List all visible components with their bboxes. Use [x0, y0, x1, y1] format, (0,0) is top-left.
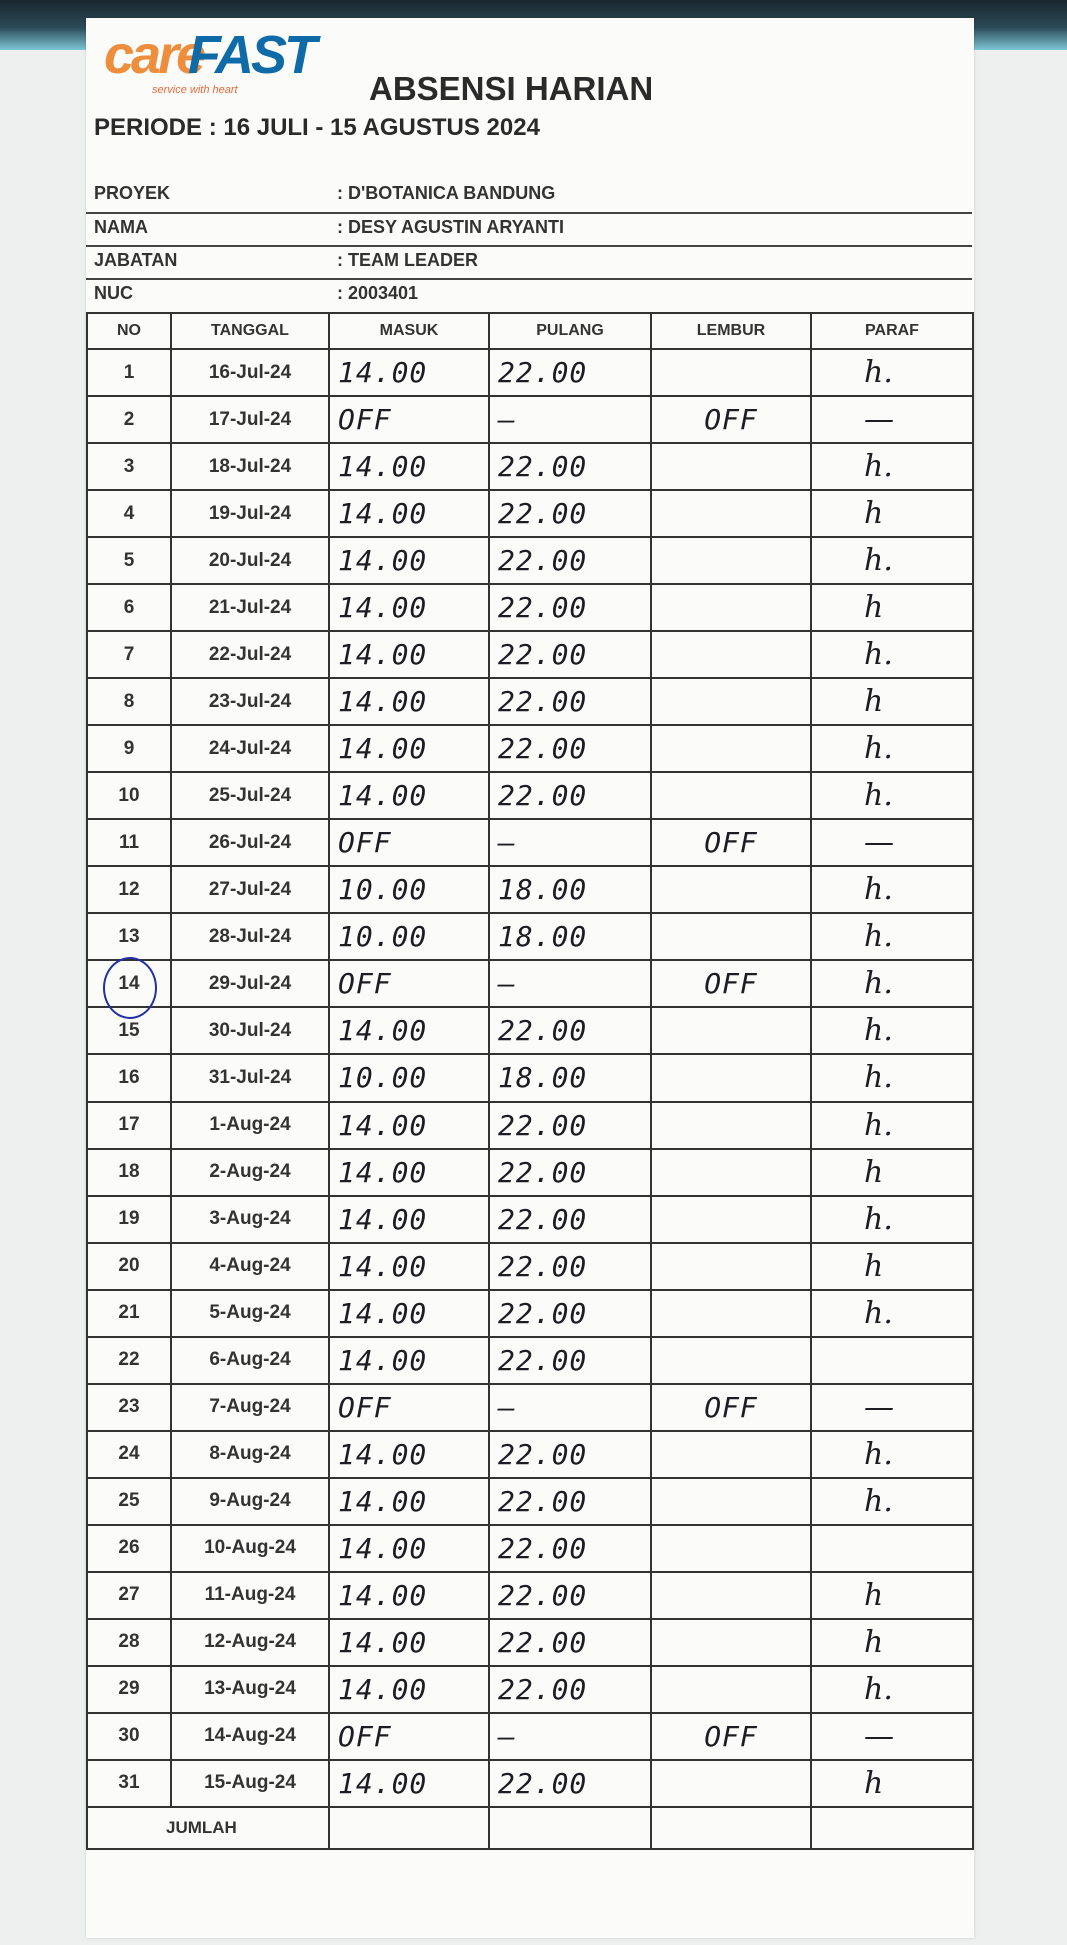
row-no: 12: [87, 866, 171, 913]
divider: [86, 212, 972, 214]
row-no: 17: [87, 1102, 171, 1149]
logo-tagline: service with heart: [152, 84, 238, 96]
row-paraf-signature: —: [811, 1384, 973, 1431]
row-tanggal: 8-Aug-24: [171, 1431, 329, 1478]
row-no: 2: [87, 396, 171, 443]
row-paraf-signature: h.: [811, 725, 973, 772]
row-masuk: OFF: [329, 396, 489, 443]
row-lembur: [651, 1007, 811, 1054]
row-masuk: 10.00: [329, 913, 489, 960]
row-pulang: 22.00: [489, 1478, 651, 1525]
jumlah-label: JUMLAH: [87, 1807, 329, 1849]
row-masuk: 14.00: [329, 1525, 489, 1572]
row-masuk: 14.00: [329, 1337, 489, 1384]
row-pulang: 22.00: [489, 1760, 651, 1807]
row-masuk: 14.00: [329, 490, 489, 537]
row-no: 24: [87, 1431, 171, 1478]
row-pulang: 18.00: [489, 1054, 651, 1101]
row-no: 4: [87, 490, 171, 537]
row-paraf-signature: h: [811, 1619, 973, 1666]
row-paraf-signature: h.: [811, 631, 973, 678]
row-pulang: 22.00: [489, 1290, 651, 1337]
row-no: 14: [87, 960, 171, 1007]
row-paraf-signature: h.: [811, 1666, 973, 1713]
pen-circle-mark: [103, 957, 157, 1019]
row-paraf-signature: h.: [811, 1196, 973, 1243]
row-pulang: 22.00: [489, 349, 651, 396]
row-no: 23: [87, 1384, 171, 1431]
row-no: 30: [87, 1713, 171, 1760]
table-row: [87, 490, 973, 537]
row-masuk: 14.00: [329, 1431, 489, 1478]
row-paraf-signature: —: [811, 1713, 973, 1760]
row-no: 8: [87, 678, 171, 725]
row-pulang: 22.00: [489, 1431, 651, 1478]
nuc-label: NUC: [94, 283, 133, 303]
row-no: 9: [87, 725, 171, 772]
row-tanggal: 28-Jul-24: [171, 913, 329, 960]
row-tanggal: 16-Jul-24: [171, 349, 329, 396]
row-pulang: 22.00: [489, 1572, 651, 1619]
row-paraf-signature: h: [811, 1572, 973, 1619]
row-paraf-signature: h.: [811, 1431, 973, 1478]
row-lembur: [651, 725, 811, 772]
table-row: [87, 1102, 973, 1149]
table-row: [87, 1196, 973, 1243]
row-paraf-signature: [811, 1337, 973, 1384]
row-no: 28: [87, 1619, 171, 1666]
table-row: [87, 631, 973, 678]
row-pulang: 18.00: [489, 866, 651, 913]
row-pulang: 22.00: [489, 772, 651, 819]
row-paraf-signature: h: [811, 584, 973, 631]
table-row: [87, 1149, 973, 1196]
row-no: 22: [87, 1337, 171, 1384]
page-title: ABSENSI HARIAN: [369, 70, 654, 107]
table-row: [87, 396, 973, 443]
row-lembur: [651, 1054, 811, 1101]
row-tanggal: 29-Jul-24: [171, 960, 329, 1007]
row-pulang: —: [489, 1713, 651, 1760]
total-row: [87, 1807, 973, 1849]
row-paraf-signature: h: [811, 490, 973, 537]
row-tanggal: 30-Jul-24: [171, 1007, 329, 1054]
table-row: [87, 443, 973, 490]
row-lembur: [651, 1149, 811, 1196]
row-tanggal: 2-Aug-24: [171, 1149, 329, 1196]
row-pulang: 22.00: [489, 678, 651, 725]
table-row: [87, 1290, 973, 1337]
row-pulang: 22.00: [489, 1007, 651, 1054]
col-header-pulang: PULANG: [489, 313, 651, 349]
total-paraf-cell: [811, 1807, 973, 1849]
row-tanggal: 15-Aug-24: [171, 1760, 329, 1807]
table-row: [87, 1666, 973, 1713]
row-masuk: 14.00: [329, 349, 489, 396]
row-masuk: 14.00: [329, 1760, 489, 1807]
row-tanggal: 19-Jul-24: [171, 490, 329, 537]
row-masuk: 14.00: [329, 584, 489, 631]
table-row: [87, 1431, 973, 1478]
row-pulang: —: [489, 396, 651, 443]
row-masuk: OFF: [329, 960, 489, 1007]
total-lembur-cell: [651, 1807, 811, 1849]
table-row: [87, 1713, 973, 1760]
row-masuk: 14.00: [329, 1149, 489, 1196]
row-lembur: [651, 443, 811, 490]
row-tanggal: 14-Aug-24: [171, 1713, 329, 1760]
row-paraf-signature: h.: [811, 1290, 973, 1337]
row-lembur: [651, 1337, 811, 1384]
row-paraf-signature: h.: [811, 1102, 973, 1149]
table-row: [87, 1054, 973, 1101]
row-pulang: 22.00: [489, 1337, 651, 1384]
table-header-row: [87, 313, 973, 349]
row-masuk: OFF: [329, 1713, 489, 1760]
row-masuk: OFF: [329, 1384, 489, 1431]
row-tanggal: 26-Jul-24: [171, 819, 329, 866]
row-tanggal: 18-Jul-24: [171, 443, 329, 490]
row-pulang: —: [489, 960, 651, 1007]
row-paraf-signature: h.: [811, 1478, 973, 1525]
row-pulang: —: [489, 1384, 651, 1431]
row-no: 10: [87, 772, 171, 819]
row-no: 21: [87, 1290, 171, 1337]
jabatan-label: JABATAN: [94, 250, 178, 270]
row-pulang: 22.00: [489, 1243, 651, 1290]
row-paraf-signature: h: [811, 1149, 973, 1196]
row-lembur: [651, 1478, 811, 1525]
row-pulang: 22.00: [489, 584, 651, 631]
row-no: 6: [87, 584, 171, 631]
row-lembur: OFF: [651, 1713, 811, 1760]
row-masuk: 14.00: [329, 678, 489, 725]
row-paraf-signature: h.: [811, 443, 973, 490]
row-no: 27: [87, 1572, 171, 1619]
table-row: [87, 1007, 973, 1054]
row-masuk: 10.00: [329, 1054, 489, 1101]
row-tanggal: 9-Aug-24: [171, 1478, 329, 1525]
nuc-value: : 2003401: [337, 283, 419, 303]
row-lembur: [651, 1196, 811, 1243]
row-pulang: 18.00: [489, 913, 651, 960]
attendance-table: [86, 312, 974, 1850]
row-paraf-signature: h.: [811, 1054, 973, 1101]
jabatan-value: : TEAM LEADER: [337, 250, 478, 270]
row-pulang: 22.00: [489, 1196, 651, 1243]
row-no: 1: [87, 349, 171, 396]
row-no: 5: [87, 537, 171, 584]
row-paraf-signature: [811, 1525, 973, 1572]
row-tanggal: 21-Jul-24: [171, 584, 329, 631]
row-pulang: 22.00: [489, 1102, 651, 1149]
row-tanggal: 13-Aug-24: [171, 1666, 329, 1713]
row-no: 25: [87, 1478, 171, 1525]
row-lembur: OFF: [651, 960, 811, 1007]
row-paraf-signature: h.: [811, 960, 973, 1007]
row-no: 13: [87, 913, 171, 960]
row-tanggal: 7-Aug-24: [171, 1384, 329, 1431]
nama-value: : DESY AGUSTIN ARYANTI: [337, 217, 565, 237]
row-masuk: 14.00: [329, 1666, 489, 1713]
row-lembur: [651, 1431, 811, 1478]
table-row: [87, 678, 973, 725]
table-row: [87, 1525, 973, 1572]
table-row: [87, 866, 973, 913]
row-lembur: [651, 913, 811, 960]
row-tanggal: 4-Aug-24: [171, 1243, 329, 1290]
row-lembur: [651, 1619, 811, 1666]
period-label: PERIODE : 16 JULI - 15 AGUSTUS 2024: [94, 114, 540, 141]
table-row: [87, 1478, 973, 1525]
row-masuk: 14.00: [329, 1243, 489, 1290]
row-tanggal: 10-Aug-24: [171, 1525, 329, 1572]
row-masuk: 14.00: [329, 1007, 489, 1054]
row-tanggal: 12-Aug-24: [171, 1619, 329, 1666]
row-lembur: [651, 584, 811, 631]
row-masuk: 14.00: [329, 1619, 489, 1666]
row-lembur: OFF: [651, 819, 811, 866]
row-no: 11: [87, 819, 171, 866]
row-paraf-signature: h: [811, 1760, 973, 1807]
table-row: [87, 1337, 973, 1384]
row-lembur: [651, 1243, 811, 1290]
row-paraf-signature: h.: [811, 772, 973, 819]
col-header-lembur: LEMBUR: [651, 313, 811, 349]
row-masuk: 14.00: [329, 1102, 489, 1149]
divider: [86, 278, 972, 280]
row-masuk: OFF: [329, 819, 489, 866]
col-header-masuk: MASUK: [329, 313, 489, 349]
table-row: [87, 1243, 973, 1290]
row-no: 31: [87, 1760, 171, 1807]
row-lembur: [651, 1525, 811, 1572]
row-tanggal: 23-Jul-24: [171, 678, 329, 725]
row-tanggal: 31-Jul-24: [171, 1054, 329, 1101]
row-pulang: 22.00: [489, 443, 651, 490]
proyek-label: PROYEK: [94, 183, 171, 203]
divider: [86, 245, 972, 247]
nama-label: NAMA: [94, 217, 148, 237]
table-row: [87, 1619, 973, 1666]
row-lembur: [651, 490, 811, 537]
row-lembur: [651, 1666, 811, 1713]
row-no: 18: [87, 1149, 171, 1196]
row-masuk: 10.00: [329, 866, 489, 913]
table-row: [87, 537, 973, 584]
row-tanggal: 22-Jul-24: [171, 631, 329, 678]
table-row: [87, 349, 973, 396]
carefast-logo: [104, 24, 315, 102]
row-lembur: [651, 1572, 811, 1619]
row-pulang: —: [489, 819, 651, 866]
col-header-no: NO: [87, 313, 171, 349]
row-lembur: [651, 1760, 811, 1807]
row-paraf-signature: —: [811, 819, 973, 866]
row-masuk: 14.00: [329, 631, 489, 678]
row-masuk: 14.00: [329, 1572, 489, 1619]
row-masuk: 14.00: [329, 537, 489, 584]
row-masuk: 14.00: [329, 443, 489, 490]
row-tanggal: 1-Aug-24: [171, 1102, 329, 1149]
logo-word-fast: FAST: [188, 25, 315, 85]
row-lembur: [651, 631, 811, 678]
row-lembur: [651, 349, 811, 396]
table-row: [87, 913, 973, 960]
row-no: 15: [87, 1007, 171, 1054]
row-pulang: 22.00: [489, 1149, 651, 1196]
row-pulang: 22.00: [489, 725, 651, 772]
row-tanggal: 5-Aug-24: [171, 1290, 329, 1337]
row-tanggal: 20-Jul-24: [171, 537, 329, 584]
row-lembur: [651, 1102, 811, 1149]
row-lembur: [651, 866, 811, 913]
row-tanggal: 27-Jul-24: [171, 866, 329, 913]
row-pulang: 22.00: [489, 631, 651, 678]
total-masuk-cell: [329, 1807, 489, 1849]
row-paraf-signature: h.: [811, 1007, 973, 1054]
row-no: 29: [87, 1666, 171, 1713]
row-masuk: 14.00: [329, 1478, 489, 1525]
logo-word-care: care: [104, 25, 204, 85]
row-pulang: 22.00: [489, 1525, 651, 1572]
table-row: [87, 960, 973, 1007]
row-masuk: 14.00: [329, 1290, 489, 1337]
table-row: [87, 819, 973, 866]
row-tanggal: 6-Aug-24: [171, 1337, 329, 1384]
proyek-value: : D'BOTANICA BANDUNG: [337, 183, 556, 203]
row-paraf-signature: —: [811, 396, 973, 443]
table-row: [87, 1384, 973, 1431]
table-row: [87, 772, 973, 819]
row-paraf-signature: h: [811, 1243, 973, 1290]
row-paraf-signature: h.: [811, 349, 973, 396]
row-pulang: 22.00: [489, 490, 651, 537]
row-lembur: OFF: [651, 1384, 811, 1431]
row-lembur: [651, 678, 811, 725]
table-row: [87, 1572, 973, 1619]
row-masuk: 14.00: [329, 772, 489, 819]
row-lembur: [651, 1290, 811, 1337]
row-lembur: OFF: [651, 396, 811, 443]
row-paraf-signature: h.: [811, 913, 973, 960]
row-no: 19: [87, 1196, 171, 1243]
row-paraf-signature: h.: [811, 537, 973, 584]
total-pulang-cell: [489, 1807, 651, 1849]
row-paraf-signature: h.: [811, 866, 973, 913]
row-paraf-signature: h: [811, 678, 973, 725]
table-row: [87, 725, 973, 772]
row-no: 16: [87, 1054, 171, 1101]
row-pulang: 22.00: [489, 1619, 651, 1666]
col-header-paraf: PARAF: [811, 313, 973, 349]
row-lembur: [651, 772, 811, 819]
row-masuk: 14.00: [329, 725, 489, 772]
table-row: [87, 1760, 973, 1807]
row-no: 20: [87, 1243, 171, 1290]
col-header-tanggal: TANGGAL: [171, 313, 329, 349]
row-no: 26: [87, 1525, 171, 1572]
row-pulang: 22.00: [489, 537, 651, 584]
row-lembur: [651, 537, 811, 584]
row-masuk: 14.00: [329, 1196, 489, 1243]
row-no: 7: [87, 631, 171, 678]
row-pulang: 22.00: [489, 1666, 651, 1713]
row-tanggal: 11-Aug-24: [171, 1572, 329, 1619]
row-tanggal: 24-Jul-24: [171, 725, 329, 772]
row-no: 3: [87, 443, 171, 490]
row-tanggal: 17-Jul-24: [171, 396, 329, 443]
row-tanggal: 3-Aug-24: [171, 1196, 329, 1243]
row-tanggal: 25-Jul-24: [171, 772, 329, 819]
table-row: [87, 584, 973, 631]
